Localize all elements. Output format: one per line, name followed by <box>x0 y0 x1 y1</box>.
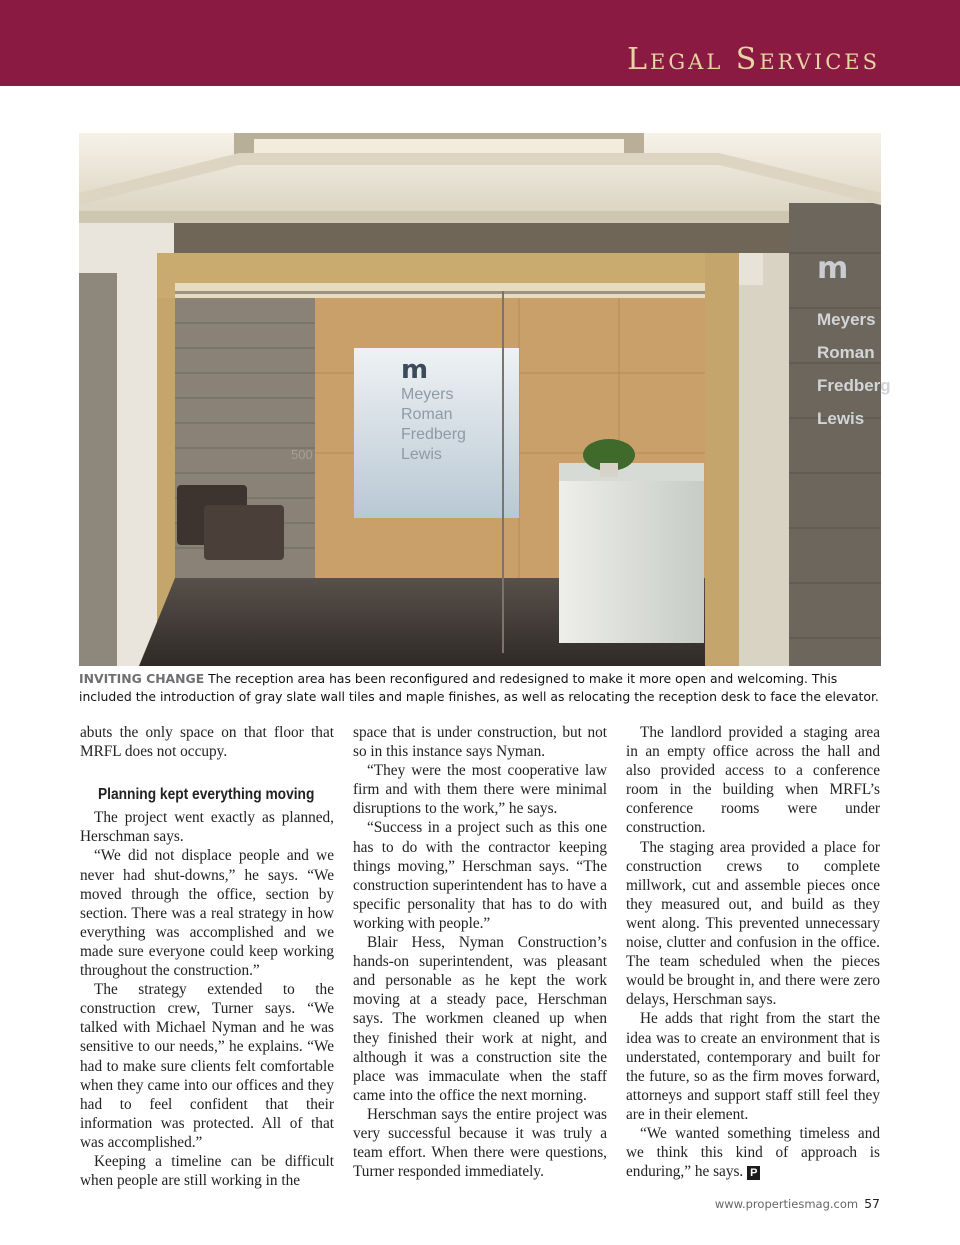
header-band <box>0 0 960 86</box>
article-column-2 <box>353 723 607 1181</box>
glass-logo-icon: m <box>401 355 429 385</box>
paragraph: The strategy extended to the construction crew, Turner says. “We talked with Michael Nyman and he was sensitive to our needs,” he explains. “We had to make sure clients felt comfortable when they came into our offices and they had to feel confident that their information was protected. All of that was accomplished.” <box>80 981 334 1151</box>
paragraph: “We did not displace people and we never had shut-downs,” he says. “We moved through the office, section by section. There was a real strategy in how everything was accomplished and we made sure everyone could keep working throughout the construction.” <box>80 847 334 980</box>
paragraph: He adds that right from the start the idea was to create an environment that is understated, contemporary and built for the future, so as the firm moves forward, attorneys and support staff still feel they are in their element. <box>626 1010 880 1123</box>
wall-sign-name-2: Roman <box>817 343 875 362</box>
caption-text: The reception area has been reconfigured and redesigned to make it more open and welcoming. This included the introduction of gray slate wall tiles and maple finishes, as well as relocating the reception desk to face the elevator. <box>79 671 879 704</box>
paragraph: Keeping a timeline can be difficult when people are still working in the <box>80 1152 334 1190</box>
glass-sign-name-2: Roman <box>401 406 453 423</box>
photo-caption <box>79 670 883 706</box>
reception-illustration <box>79 133 891 666</box>
paragraph: The staging area provided a place for construction crews to complete millwork, cut and assemble pieces once they measured out, and build as they went along. This prevented unnecessary noise, clutter and confusion in the office. The team scheduled when the pieces would be brought in, and there were zero delays, Herschman says. <box>626 838 880 1009</box>
glass-sign-name-1: Meyers <box>401 386 454 403</box>
paragraph: Blair Hess, Nyman Construction’s hands-on superintendent, was pleasant and personable as he kept the work moving at a steady pace, Herschman says. The workmen cleaned up when they finished their work at night, and although it was a construction site the place was immaculate when the staff came into the office the next morning. <box>353 934 607 1104</box>
paragraph: The project went exactly as planned, Herschman says. <box>80 809 334 846</box>
paragraph <box>626 1124 880 1181</box>
page-footer <box>715 1196 880 1211</box>
wall-sign-name-1: Meyers <box>817 310 876 329</box>
glass-sign-name-3: Fredberg <box>401 426 466 443</box>
paragraph: Herschman says the entire project was very successful because it was truly a team effort. When there were questions, Turner responded immediately. <box>353 1105 607 1181</box>
glass-sign-name-4: Lewis <box>401 446 442 463</box>
subheading: Planning kept everything moving <box>98 786 315 804</box>
page-number: 57 <box>864 1196 880 1211</box>
section-title: Legal Services <box>627 42 880 77</box>
caption-lead: INVITING CHANGE <box>79 671 205 686</box>
end-mark-icon: P <box>747 1166 760 1180</box>
paragraph: “They were the most cooperative law firm and with them there were minimal disruptions to the work,” he says. <box>353 762 607 818</box>
paragraph: “Success in a project such as this one has to do with the contractor keeping things moving,” Herschman says. “The construction superintendent has to have a specific personality that has to do with working with people.” <box>353 819 607 932</box>
wall-logo-icon: m <box>817 251 849 286</box>
wall-sign-name-4: Lewis <box>817 409 865 428</box>
suite-number: 500 <box>291 447 313 462</box>
paragraph: The landlord provided a staging area in an empty office across the hall and also provided access to a conference room in the building when MRFL’s conference rooms were under construction. <box>626 724 880 837</box>
article-column-1 <box>80 723 334 1190</box>
reception-photo <box>79 133 891 666</box>
paragraph: abuts the only space on that floor that MRFL does not occupy. <box>80 724 334 761</box>
closing-text: “We wanted something timeless and we think this kind of approach is enduring,” he says. <box>626 1124 880 1181</box>
paragraph: space that is under construction, but not so in this instance says Nyman. <box>353 724 607 761</box>
article-column-3 <box>626 723 880 1181</box>
wall-sign-name-3: Fredberg <box>817 376 891 395</box>
footer-url: www.propertiesmag.com <box>714 1197 859 1211</box>
